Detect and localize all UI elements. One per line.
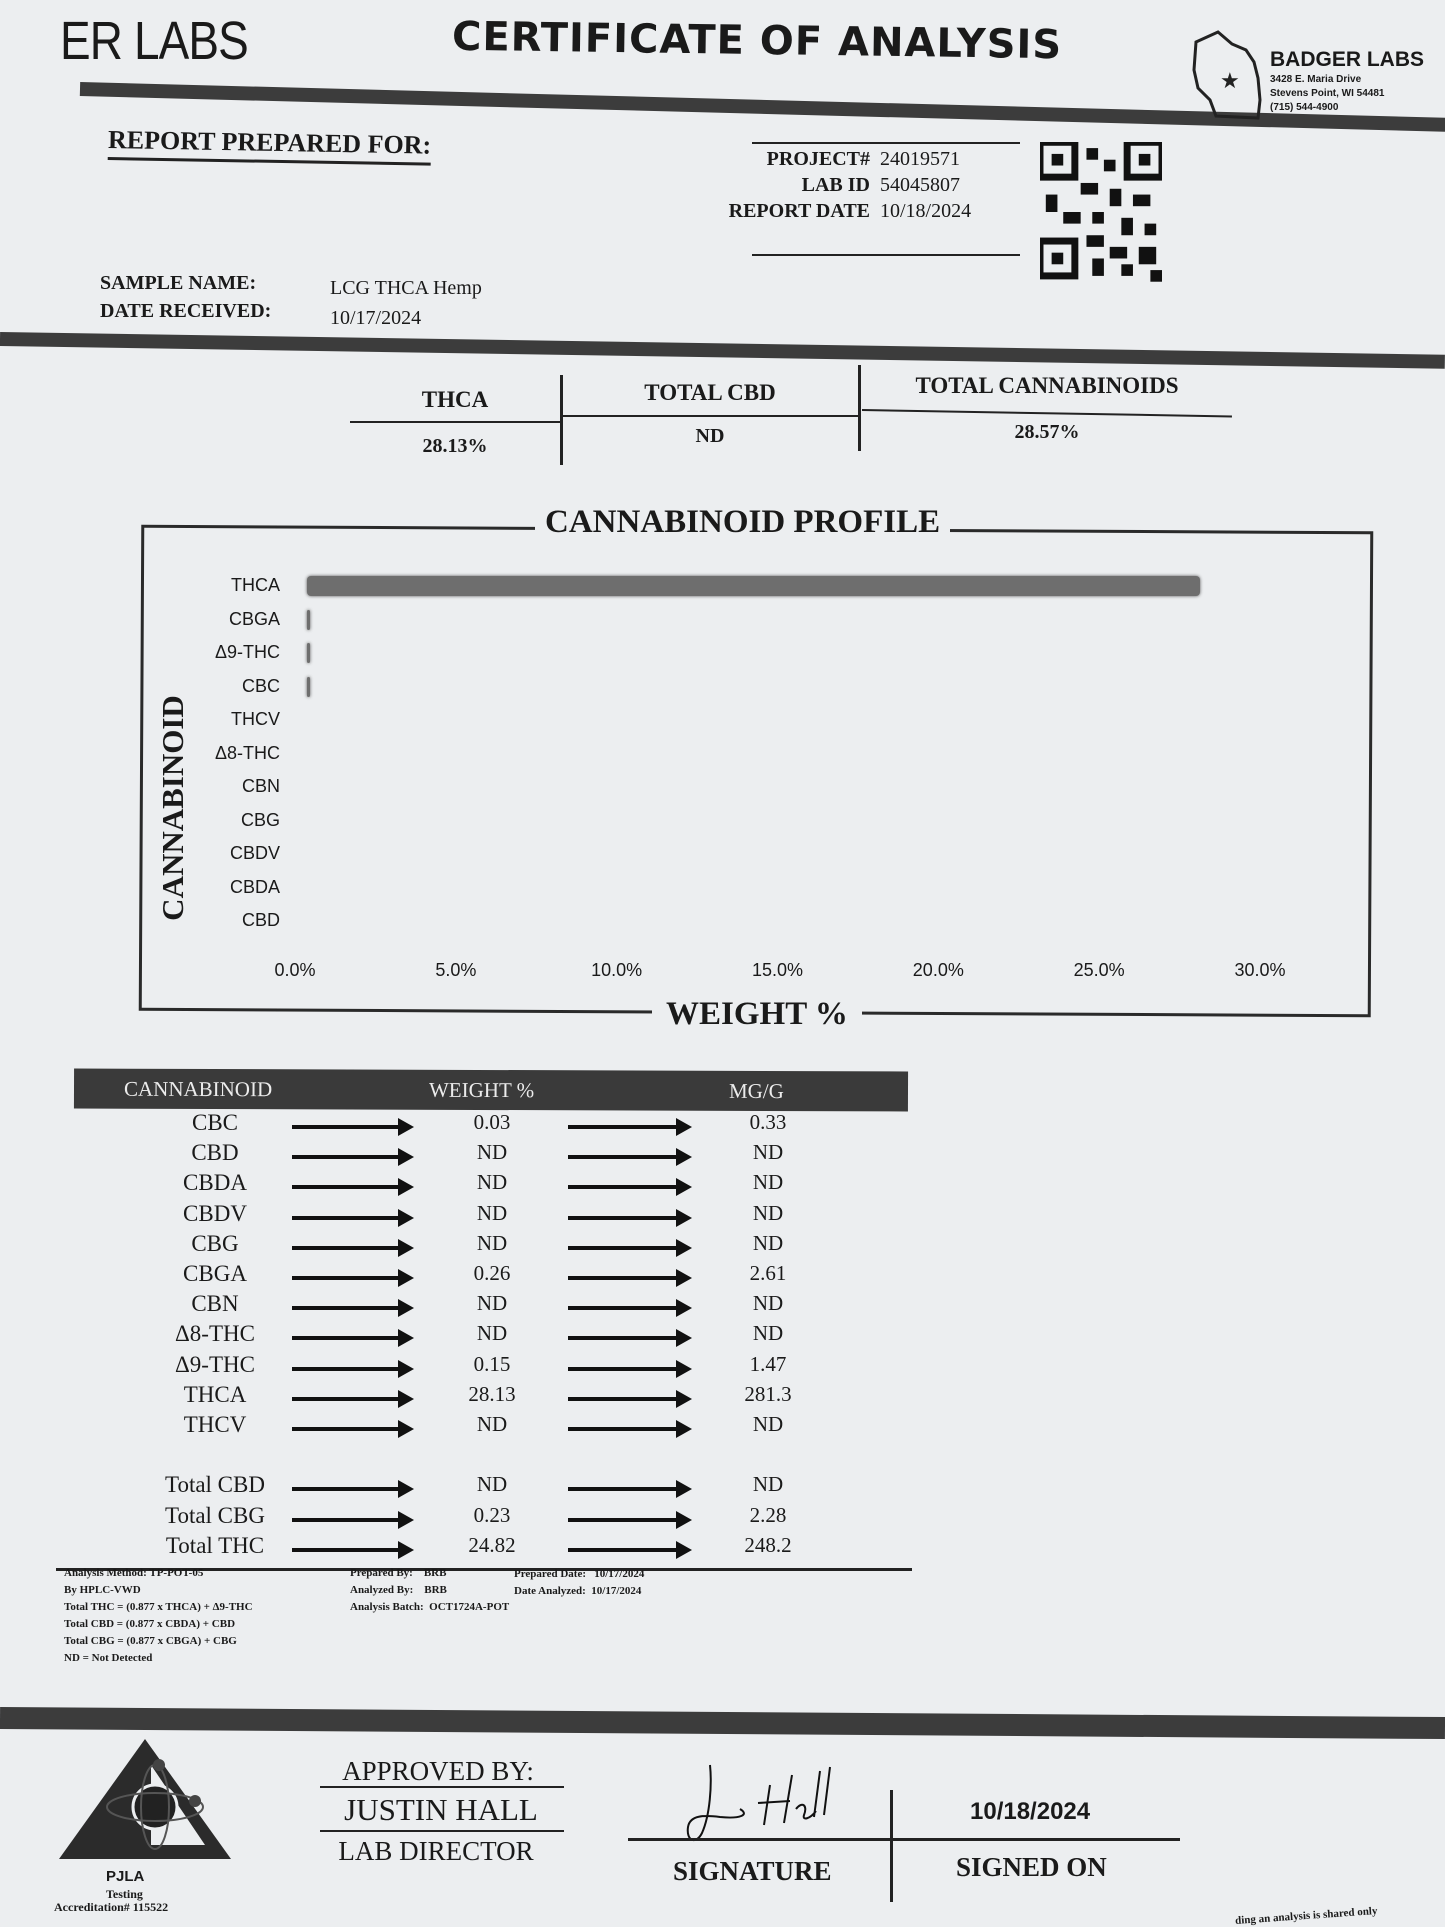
table-row-weight: 0.26 [473,1261,511,1285]
arrow-icon [292,1427,410,1431]
cbd-formula: Total CBD = (0.877 x CBDA) + CBD [64,1618,236,1630]
prepared-for-label: REPORT PREPARED FOR: [108,125,432,166]
analyzed-by-label: Analyzed By: [350,1584,414,1596]
arrow-icon [292,1125,410,1129]
project-label: PROJECT# [766,148,870,170]
table-row-weight: 28.13 [468,1381,516,1406]
pjla-accreditation: Accreditation# 115522 [54,1900,169,1914]
table-row-name: CBDA [183,1170,247,1196]
analyzed-date-label: Date Analyzed: [514,1585,586,1597]
table-row-name: Δ8-THC [175,1321,255,1347]
logo-text-fragment: ER LABS [60,11,248,71]
chart-title: CANNABINOID PROFILE [535,504,950,541]
arrow-icon [568,1185,688,1189]
approver-rule [320,1786,564,1788]
table-row-mg: ND [752,1140,784,1165]
table-row-name: Δ9-THC [175,1351,255,1377]
arrow-icon [568,1397,688,1401]
total-row-mg: 248.2 [744,1533,792,1557]
analysis-method: Analysis Method: TP-POT-05 [64,1567,204,1579]
arrow-icon [568,1487,688,1491]
total-row-name: Total CBG [165,1502,265,1528]
lab-id-value: 54045807 [880,174,960,196]
chart-y-axis-label: CANNABINOID [155,687,191,929]
summary-total-cbd-label: TOTAL CBD [644,380,776,405]
pjla-logo-icon [55,1735,235,1865]
company-name: BADGER LABS [1270,48,1425,71]
chart-category-label: CBG [240,809,280,830]
table-row-mg: ND [752,1200,784,1225]
arrow-icon [568,1216,688,1220]
arrow-icon [292,1367,410,1371]
arrow-icon [292,1518,410,1522]
pjla-label: PJLA [106,1868,145,1885]
chart-category-label: THCV [231,709,280,729]
table-row-weight: ND [476,1291,508,1316]
arrow-icon [292,1246,410,1250]
arrow-icon [568,1518,688,1522]
pjla-testing: Testing [106,1887,143,1901]
company-address-1: 3428 E. Maria Drive [1270,74,1362,85]
table-row-weight: ND [476,1200,508,1225]
chart-category-label: THCA [231,575,280,595]
arrow-icon [292,1548,410,1552]
total-row-name: Total CBD [165,1472,265,1497]
chart-tick-label: 25.0% [1073,960,1125,980]
chart-tick-label: 15.0% [751,960,804,980]
summary-thca-label: THCA [421,387,489,412]
arrow-icon [568,1276,688,1280]
approver-rule [320,1830,564,1832]
company-phone: (715) 544-4900 [1270,102,1339,113]
signature-image [680,1745,860,1865]
summary-total-cannabinoids-value: 28.57% [1014,421,1080,443]
project-value: 24019571 [880,148,960,170]
date-received-value: 10/17/2024 [330,307,422,329]
col-cannabinoid: CANNABINOID [123,1076,273,1102]
signature-rule [628,1838,1180,1841]
arrow-icon [568,1125,688,1129]
arrow-icon [292,1306,410,1310]
table-row-weight: ND [476,1140,508,1165]
table-row-name: CBDV [183,1200,247,1226]
table-row-name: THCV [183,1412,247,1437]
cbg-formula: Total CBG = (0.877 x CBGA) + CBG [64,1635,237,1647]
chart-category-label: CBD [241,910,280,930]
svg-text:★: ★ [1220,69,1240,94]
total-row-weight: 0.23 [473,1502,511,1527]
prepared-date: 10/17/2024 [594,1568,645,1580]
summary-total-cannabinoids-label: TOTAL CANNABINOIDS [915,373,1179,398]
signed-date: 10/18/2024 [970,1798,1091,1825]
table-row-weight: ND [476,1412,508,1436]
company-address-2: Stevens Point, WI 54481 [1270,88,1385,99]
table-row-mg: ND [752,1230,784,1255]
table-row-name: CBC [191,1110,239,1135]
approver-name: JUSTIN HALL [344,1792,538,1827]
table-row-mg: ND [752,1412,784,1436]
table-row-name: CBG [191,1230,239,1256]
table-row-name: CBD [191,1140,239,1166]
arrow-icon [568,1306,688,1310]
lab-id-label: LAB ID [801,174,870,196]
chart-tick-label: 0.0% [274,960,316,980]
table-row-weight: 0.15 [473,1351,511,1376]
date-received-label: DATE RECEIVED: [100,300,272,322]
analysis-by: By HPLC-VWD [64,1584,141,1596]
table-row-weight: ND [476,1230,508,1255]
arrow-icon [292,1155,410,1159]
arrow-icon [568,1427,688,1431]
table-row-weight: ND [476,1321,508,1346]
total-row-weight: 24.82 [468,1533,516,1557]
analyzed-date: 10/17/2024 [591,1585,642,1597]
table-row-mg: 2.61 [749,1261,787,1285]
arrow-icon [292,1276,410,1280]
table-row-mg: ND [752,1321,784,1346]
chart-category-label: CBGA [228,608,280,629]
prepared-by-label: Prepared By: [350,1567,413,1579]
sample-name-value: LCG THCA Hemp [330,277,482,299]
total-row-mg: ND [752,1472,784,1496]
document-title: CERTIFICATE OF ANALYSIS [451,13,1063,69]
table-row-mg: ND [752,1170,784,1195]
arrow-icon [568,1336,688,1340]
table-row-name: CBGA [183,1261,247,1286]
chart-category-label: Δ8-THC [214,742,280,763]
summary-total-cbd-value: ND [695,425,725,447]
date-notes [514,1566,644,1600]
table-row-weight: 0.03 [473,1110,511,1134]
edge-text: ding an analysis is shared only [1234,1905,1378,1927]
chart-category-label: Δ9-THC [214,642,280,662]
arrow-icon [568,1155,688,1159]
batch-label: Analysis Batch: [350,1601,424,1613]
chart-category-label: CBN [241,776,280,796]
method-notes [64,1565,253,1667]
analyzed-by: BRB [424,1584,447,1596]
arrow-icon [568,1548,688,1552]
arrow-icon [292,1185,410,1189]
table-row-name: CBN [191,1291,239,1317]
prepared-date-label: Prepared Date: [514,1568,586,1580]
arrow-icon [292,1487,410,1491]
prepared-by: BRB [423,1567,447,1579]
col-weight: WEIGHT % [428,1077,535,1103]
arrow-icon [292,1216,410,1220]
summary-thca-value: 28.13% [422,435,488,457]
report-date-label: REPORT DATE [728,200,870,222]
signed-on-label: SIGNED ON [956,1852,1107,1882]
prep-notes [350,1565,509,1616]
total-row-name: Total THC [165,1533,265,1558]
report-date-value: 10/18/2024 [880,200,972,222]
table-row-mg: 1.47 [749,1351,787,1376]
chart-tick-label: 30.0% [1234,960,1286,980]
signature-divider [890,1790,893,1902]
table-row-name: THCA [183,1381,247,1407]
chart-tick-label: 20.0% [912,960,964,980]
table-row-mg: ND [752,1291,784,1316]
chart-tick-label: 5.0% [435,960,477,980]
signature-label: SIGNATURE [673,1856,832,1886]
chart-category-label: CBDA [229,876,280,897]
chart-tick-label: 10.0% [591,960,643,980]
approved-by-label: APPROVED BY: [342,1756,534,1786]
arrow-icon [568,1246,688,1250]
arrow-icon [568,1367,688,1371]
thc-formula: Total THC = (0.877 x THCA) + Δ9-THC [64,1601,253,1613]
chart-x-axis-label: WEIGHT % [652,996,862,1033]
total-row-weight: ND [476,1472,508,1496]
col-mg-g: MG/G [728,1078,784,1104]
total-row-mg: 2.28 [749,1502,787,1527]
nd-definition: ND = Not Detected [64,1652,153,1664]
batch-value: OCT1724A-POT [429,1601,510,1613]
table-row-mg: 0.33 [749,1110,787,1134]
approver-title: LAB DIRECTOR [338,1836,534,1866]
chart-category-label: CBC [241,675,280,696]
table-row-mg: 281.3 [744,1381,792,1406]
chart-category-label: CBDV [229,843,280,863]
table-row-weight: ND [476,1170,508,1195]
arrow-icon [292,1336,410,1340]
arrow-icon [292,1397,410,1401]
sample-name-label: SAMPLE NAME: [100,272,257,294]
